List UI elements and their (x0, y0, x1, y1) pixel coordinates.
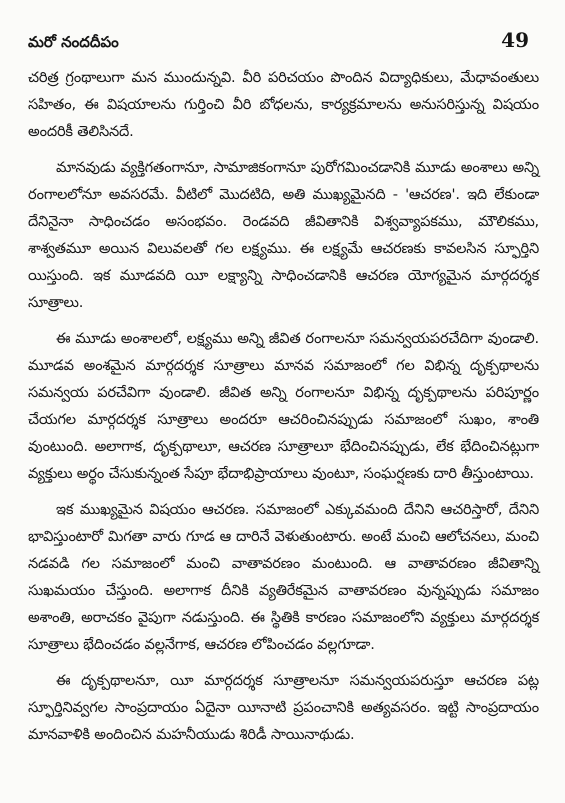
body-text (28, 64, 539, 748)
page-header (28, 28, 539, 60)
page-number: 49 (501, 28, 529, 52)
paragraph: మానవుడు వ్యక్తిగతంగానూ, సామాజికంగానూ పురోగమించడానికి మూడు అంశాలు అన్ని రంగాలలోనూ అవసరమే. వీటిలో మొదటిది, అతి ముఖ్యమైనది - 'ఆచరణ'. ఇది లేకుండా దేనినైనా సాధించడం అసంభవం. రెండవది జీవితానికి విశ్వవ్యాపకము, మౌలికము, శాశ్వతమూ అయిన విలువలతో గల లక్ష్యము. ఈ లక్ష్యమే ఆచరణకు కావలసిన స్ఫూర్తిని యిస్తుంది. ఇక మూడవది యీ లక్ష్యాన్ని సాధించడానికి ఆచరణ యోగ్యమైన మార్గదర్శక సూత్రాలు. (28, 159, 539, 311)
paragraph: చరిత్ర గ్రంథాలుగా మన ముందున్నవి. వీరి పరిచయం పొందిన విద్యాధికులు, మేధావంతులు సహితం, ఈ విషయాలను గుర్తించి వీరి బోధలను, కార్యక్రమాలను అనుసరిస్తున్న విషయం అందరికీ తెలిసినదే. (28, 69, 539, 140)
paragraph: ఈ దృక్పథాలనూ, యీ మార్గదర్శక సూత్రాలనూ సమన్వయపరుస్తూ ఆచరణ పట్ల స్ఫూర్తినివ్వగల సాంప్రదాయం ఏదైనా యీనాటి ప్రపంచానికి అత్యవసరం. ఇట్టి సాంప్రదాయం మానవాళికి అందించిన మహనీయుడు శిరిడీ సాయినాథుడు. (28, 672, 539, 743)
running-head: మరో నందదీపం (28, 33, 119, 51)
paragraph: ఇక ముఖ్యమైన విషయం ఆచరణ. సమాజంలో ఎక్కువమంది దేనిని ఆచరిస్తారో, దేనిని భావిస్తుంటారో మిగతా వారు గూడ ఆ దారినే వెళుతుంటారు. అంటే మంచి ఆలోచనలు, మంచి నడవడి గల సమాజంలో మంచి వాతావరణం మంటుంది. ఆ వాతావరణం జీవితాన్ని సుఖమయం చేస్తుంది. అలాగాక దీనికి వ్యతిరేకమైన వాతావరణం వున్నప్పుడు సమాజం అశాంతి, అరాచకం వైపుగా నడుస్తుంది. ఈ స్థితికి కారణం సమాజంలోని వ్యక్తులు మార్గదర్శక సూత్రాలు భేదించడం వల్లనేగాక, ఆచరణ లోపించడం వల్లగూడా. (28, 501, 539, 653)
paragraph: ఈ మూడు అంశాలలో, లక్ష్యము అన్ని జీవిత రంగాలనూ సమన్వయపరచేదిగా వుండాలి. మూడవ అంశమైన మార్గదర్శక సూత్రాలు మానవ సమాజంలో గల విభిన్న దృక్పథాలను సమన్వయ పరచేవిగా వుండాలి. జీవిత అన్ని రంగాలనూ విభిన్న దృక్పథాలను పరిపూర్ణం చేయగల మార్గదర్శక సూత్రాలు అందరూ ఆచరించినప్పుడు సమాజంలో సుఖం, శాంతి వుంటుంది. అలాగాక, దృక్పథాలూ, ఆచరణ సూత్రాలూ భేదించినప్పుడు, లేక భేదించినట్లుగా వ్యక్తులు అర్థం చేసుకున్నంత సేపూ భేదాభిప్రాయాలు వుంటూ, సంఘర్షణకు దారి తీస్తుంటాయి. (28, 330, 539, 482)
